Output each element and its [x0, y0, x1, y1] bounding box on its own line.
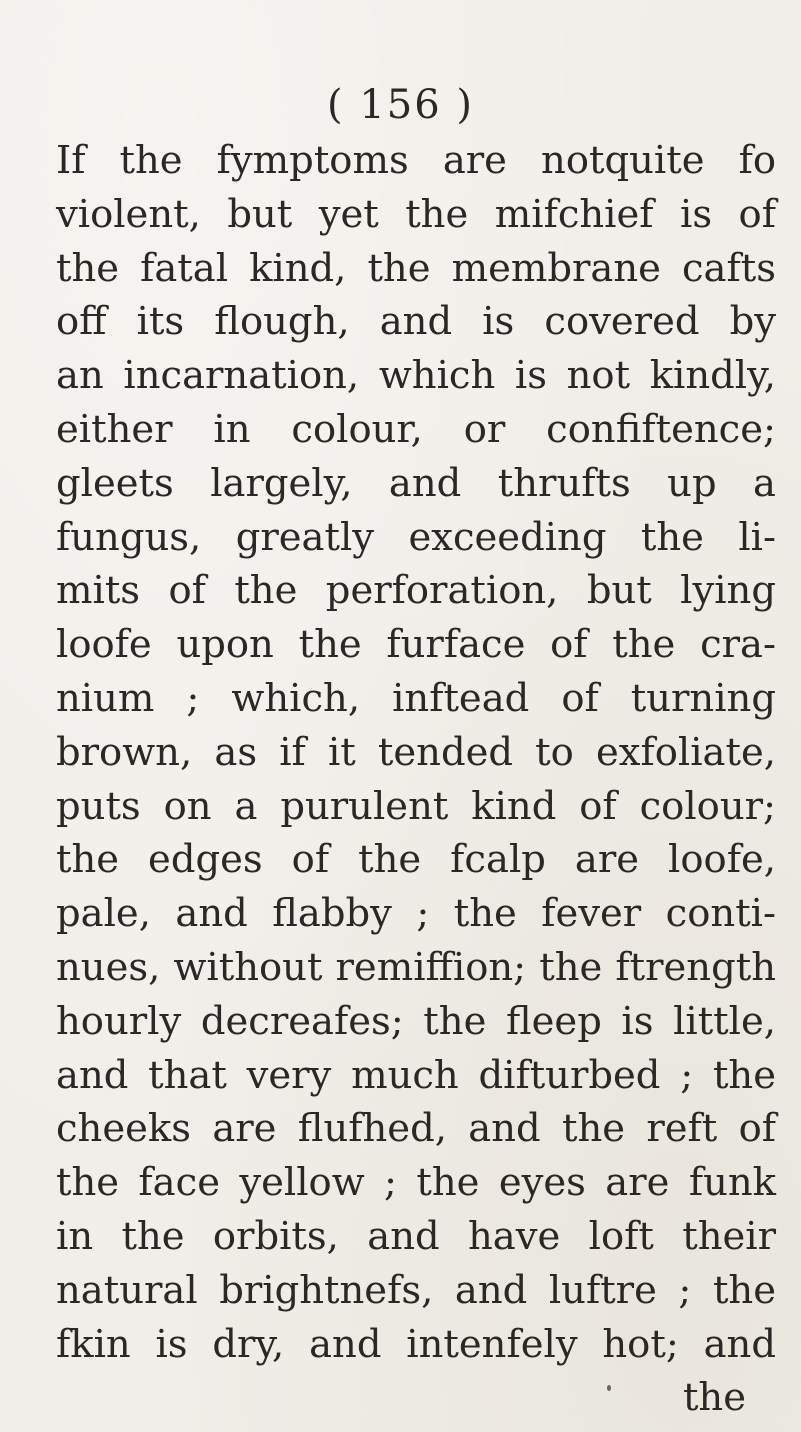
page-number-header: ( 156 )	[327, 82, 474, 128]
text-line: hourly decreafes; the fleep is little,	[56, 998, 776, 1044]
text-line: pale, and flabby ; the fever conti-	[56, 891, 776, 937]
text-line: loofe upon the furface of the cra-	[56, 622, 776, 668]
text-line: the fatal kind, the membrane cafts	[56, 245, 776, 291]
text-line: either in colour, or confiftence;	[56, 406, 776, 452]
text-line: off its flough, and is covered by	[56, 299, 776, 345]
text-line: fungus, greatly exceeding the li-	[56, 514, 776, 560]
text-line: violent, but yet the mifchief is of	[56, 191, 776, 237]
text-line: brown, as if it tended to exfoliate,	[56, 729, 776, 775]
text-line: fkin is dry, and intenfely hot; and	[56, 1321, 776, 1367]
catchword: the	[682, 1375, 746, 1421]
text-line: and that very much difturbed ; the	[56, 1052, 776, 1098]
text-line: an incarnation, which is not kindly,	[56, 353, 776, 399]
text-line: natural brightnefs, and luftre ; the	[56, 1267, 776, 1313]
body-text	[56, 134, 776, 1425]
text-line: cheeks are flufhed, and the reft of	[56, 1106, 776, 1152]
text-line: nues, without remiffion; the ftrength	[56, 944, 776, 990]
text-line: the edges of the fcalp are loofe,	[56, 837, 776, 883]
text-line: the face yellow ; the eyes are funk	[56, 1160, 776, 1206]
ink-speck	[607, 1385, 611, 1391]
text-line: nium ; which, inftead of turning	[56, 675, 776, 721]
text-line: If the fymptoms are notquite fo	[56, 138, 776, 183]
text-line: mits of the perforation, but lying	[56, 568, 776, 614]
text-line: gleets largely, and thrufts up a	[56, 460, 776, 506]
text-line: puts on a purulent kind of colour;	[56, 783, 776, 829]
text-line: in the orbits, and have loft their	[56, 1213, 776, 1259]
